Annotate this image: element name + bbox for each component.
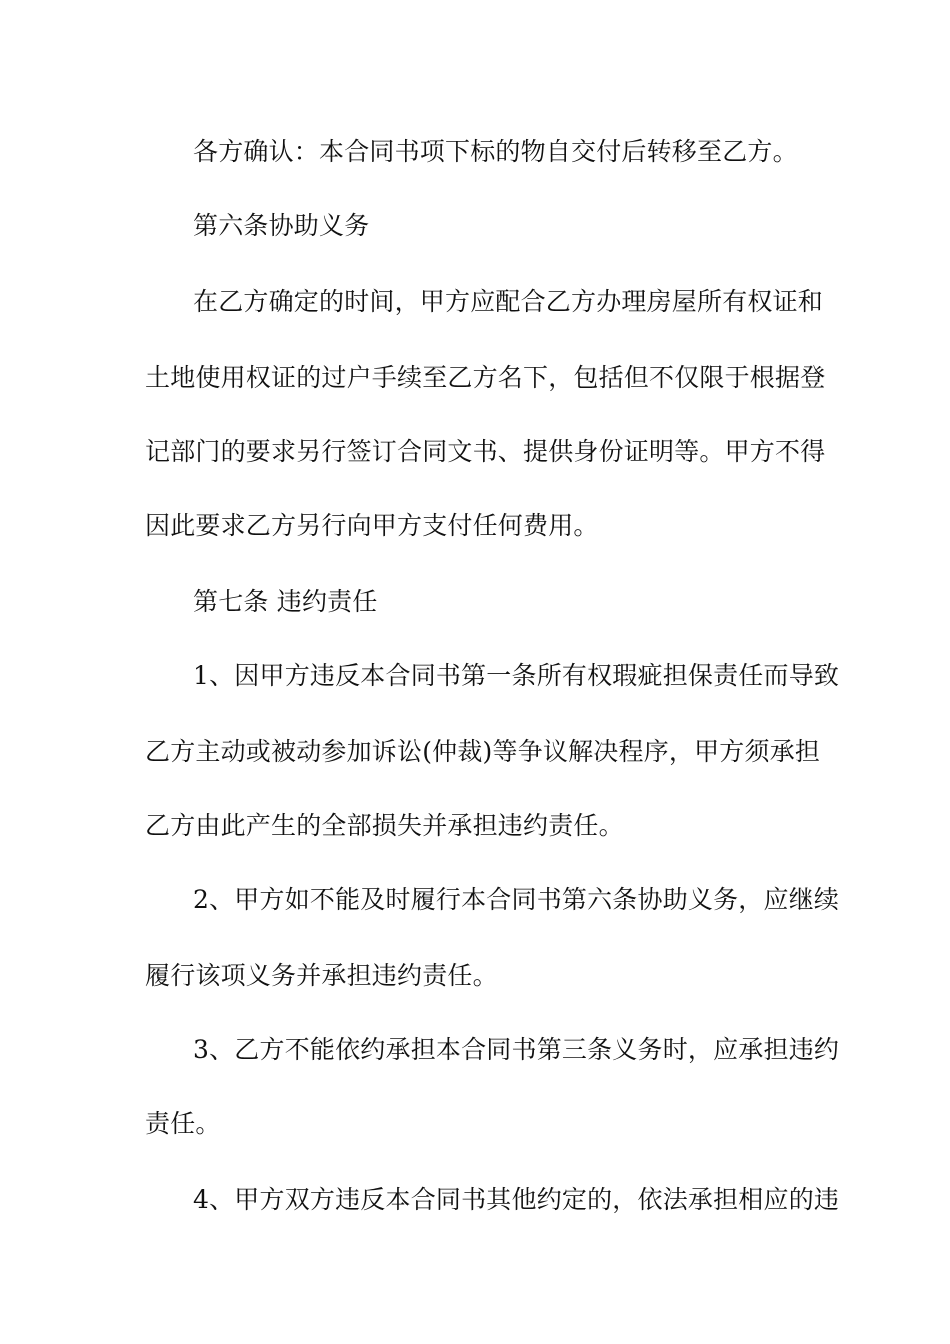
- paragraph-line: 记部门的要求另行签订合同文书、提供身份证明等。甲方不得: [145, 437, 826, 466]
- paragraph-line: 乙方主动或被动参加诉讼(仲裁)等争议解决程序，甲方须承担: [145, 737, 821, 766]
- paragraph-line: 1、因甲方违反本合同书第一条所有权瑕疵担保责任而导致: [193, 661, 840, 690]
- paragraph-line: 乙方由此产生的全部损失并承担违约责任。: [145, 811, 624, 840]
- paragraph-line: 土地使用权证的过户手续至乙方名下，包括但不仅限于根据登: [145, 363, 826, 392]
- paragraph-line: 履行该项义务并承担违约责任。: [145, 961, 498, 990]
- paragraph-line: 2、甲方如不能及时履行本合同书第六条协助义务，应继续: [193, 885, 840, 914]
- paragraph-line: 各方确认：本合同书项下标的物自交付后转移至乙方。: [193, 137, 798, 166]
- paragraph-line: 责任。: [145, 1109, 221, 1138]
- paragraph-line: 因此要求乙方另行向甲方支付任何费用。: [145, 511, 599, 540]
- paragraph-line: 3、乙方不能依约承担本合同书第三条义务时，应承担违约: [193, 1035, 840, 1064]
- paragraph-line: 4、甲方双方违反本合同书其他约定的，依法承担相应的违: [193, 1185, 840, 1214]
- section-heading: 第七条 违约责任: [193, 587, 378, 616]
- paragraph-line: 在乙方确定的时间，甲方应配合乙方办理房屋所有权证和: [193, 287, 824, 316]
- section-heading: 第六条协助义务: [193, 211, 370, 240]
